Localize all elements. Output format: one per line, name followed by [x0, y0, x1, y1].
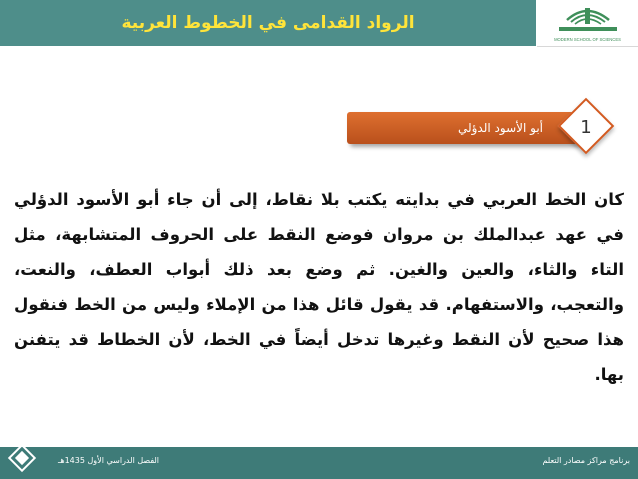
footer-semester: الفصل الدراسي الأول 1435هـ: [58, 456, 160, 465]
header-bar: [0, 0, 536, 46]
logo-text: MODERN SCHOOL OF SCIENCES: [554, 37, 621, 42]
logo: [537, 0, 638, 47]
university-logo-icon: [537, 0, 638, 46]
topic-bar: [347, 112, 579, 144]
topic-label: أبو الأسود الدؤلي: [457, 121, 543, 135]
footer-program: برنامج مراكز مصادر التعلم: [542, 456, 630, 465]
slide-title: الرواد القدامى في الخطوط العربية: [121, 13, 415, 33]
body-paragraph: كان الخط العربي في بدايته يكتب بلا نقاط، إلى أن جاء أبو الأسود الدؤلي في عهد عبدالملك بن مروان فوضع النقط على الحروف المتشابهة، مثل التاء والثاء، والعين والغين. ثم وضع بعد ذلك أبواب العطف، والنعت، والتعجب، والاستفهام. قد يقول قائل هذا من الإملاء وليس من الخط فنقول هذا صحيح لأن النقط وغيرها تدخل أيضاً في الخط، لأن الخطاط قد يتفنن بها.: [14, 190, 624, 384]
topic-number: 1: [580, 117, 592, 138]
